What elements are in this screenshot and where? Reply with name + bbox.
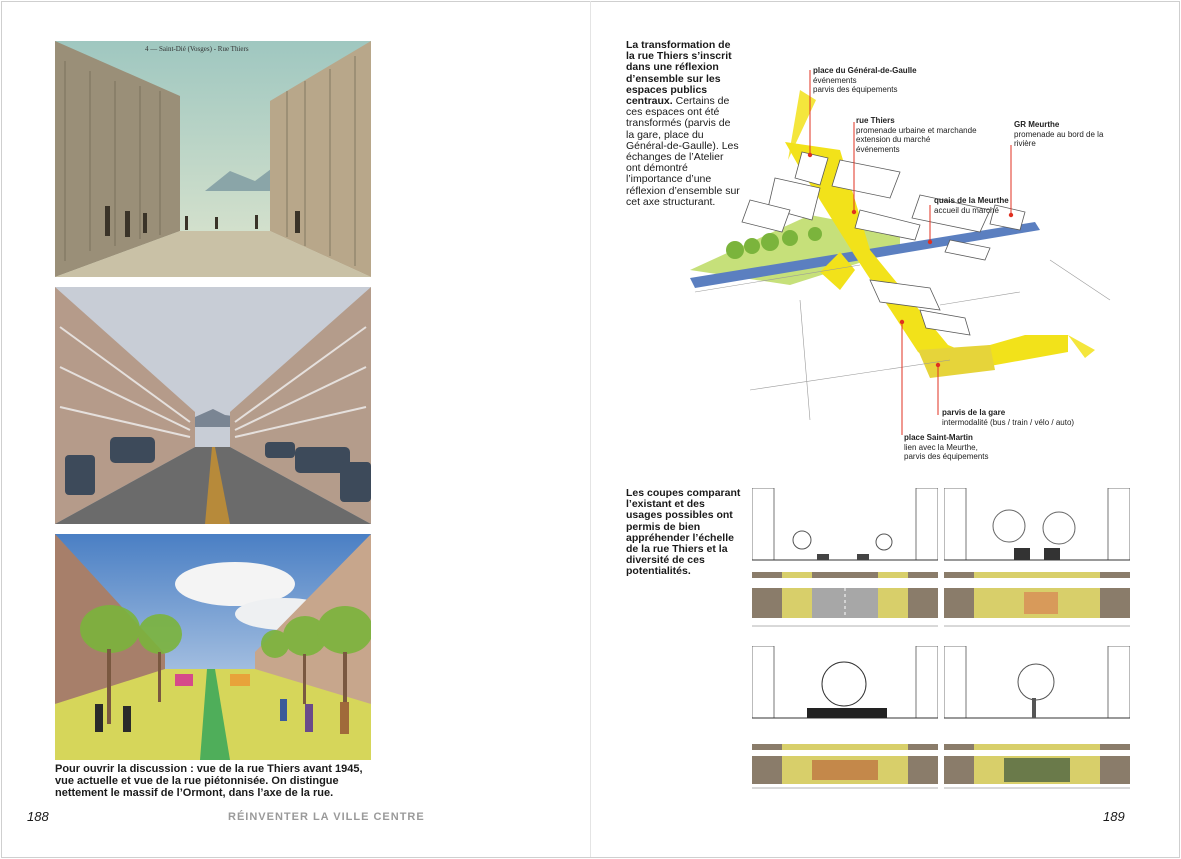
map-label-quais-meurthe: quais de la Meurthe accueil du marché	[934, 196, 1009, 215]
map-label-rue-thiers: rue Thiers promenade urbaine et marchande extension du marché événements	[856, 116, 977, 154]
street-section-events	[752, 646, 938, 798]
sections-paragraph: Les coupes comparant l’existant et des usages possibles ont permis de bien appréhender l’échelle de la rue Thiers et la diversité de ces potentialités.	[626, 487, 741, 578]
axonometric-map	[690, 60, 1130, 470]
map-label-gr-meurthe: GR Meurthe promenade au bord de la rivière	[1014, 120, 1104, 148]
historic-postcard-photo	[55, 41, 371, 277]
photo-caption: Pour ouvrir la discussion : vue de la rue Thiers avant 1945, vue actuelle et vue de la rue piétonnisée. On distingue nettement le massif de l’Ormont, dans l’axe de la rue.	[55, 763, 363, 799]
spread-spine	[590, 1, 591, 857]
street-section-existing	[752, 488, 938, 640]
running-head: RÉINVENTER LA VILLE CENTRE	[228, 811, 425, 823]
right-page-number: 189	[1103, 809, 1125, 824]
pedestrianized-street-illustration	[55, 534, 371, 760]
left-page-number: 188	[27, 809, 49, 824]
street-section-promenade	[944, 646, 1130, 798]
current-street-photo	[55, 287, 371, 524]
map-label-parvis-gare: parvis de la gare intermodalité (bus / train / vélo / auto)	[942, 408, 1075, 427]
intro-bold-text: La transformation de la rue Thiers s’inscrit dans une réflexion d’ensemble sur les espaces publics centraux.	[626, 39, 732, 108]
map-label-general-de-gaulle: place du Général-de-Gaulle événements parvis des équipements	[813, 66, 917, 94]
intro-body-text: Certains de ces espaces ont été transformés (parvis de la gare, place du Général-de-Gaulle). Les échanges de l’Atelier ont démontré l’importance d’une réflexion d’ensemble sur cet axe structurant.	[626, 95, 740, 208]
postcard-caption-text: 4 — Saint-Dié (Vosges) - Rue Thiers	[145, 45, 249, 53]
street-section-market	[944, 488, 1130, 640]
map-label-saint-martin: place Saint-Martin lien avec la Meurthe, parvis des équipements	[904, 433, 989, 461]
